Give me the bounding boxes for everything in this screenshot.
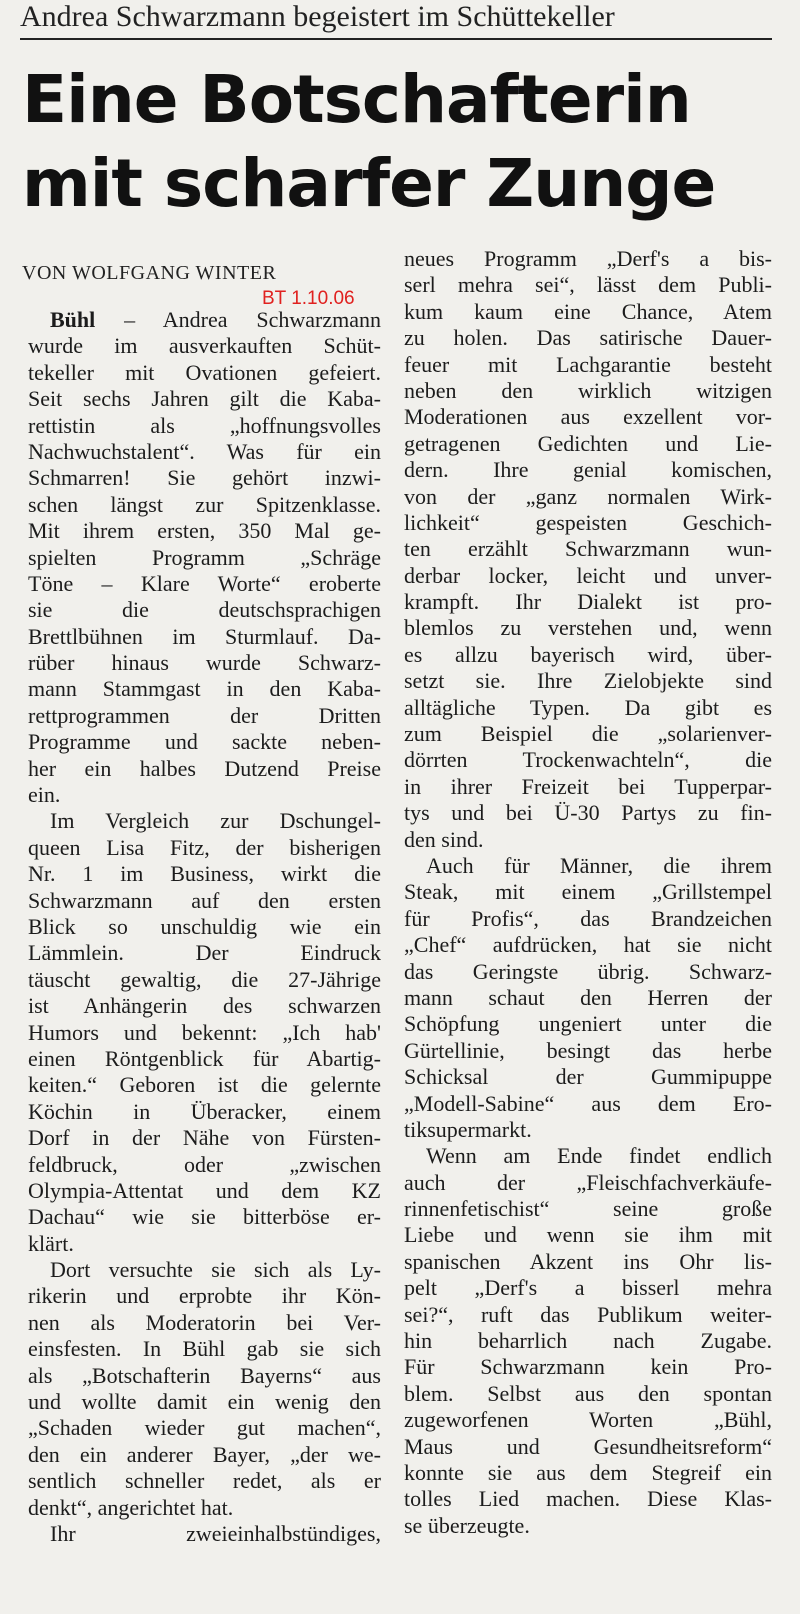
article-line: ein.: [28, 782, 61, 808]
article-line: und wollte damit ein wenig den: [28, 1389, 381, 1415]
article-line: blemlos zu verstehen und, wenn: [404, 615, 772, 641]
article-line: sentlich schneller redet, als er: [28, 1468, 381, 1494]
article-line: Dort versuchte sie sich als Ly-: [50, 1257, 381, 1283]
article-line: hin beharrlich nach Zugabe.: [404, 1328, 772, 1354]
date-stamp: BT 1.10.06: [262, 288, 355, 309]
article-line: lichkeit“ gespeisten Geschich-: [404, 509, 772, 535]
article-line: keiten.“ Geboren ist die gelernte: [28, 1072, 381, 1098]
article-line: alltägliche Typen. Da gibt es: [404, 694, 772, 720]
article-line: auch der „Fleischfachverkäufe-: [404, 1169, 772, 1195]
article-line: Im Vergleich zur Dschungel-: [50, 808, 381, 834]
article-line: setzt sie. Ihre Zielobjekte sind: [404, 668, 772, 694]
article-column-left: [28, 307, 381, 1547]
article-line: Steak, mit einem „Grillstempel: [404, 879, 772, 905]
article-column-right: [404, 246, 772, 1539]
article-line: tiksupermarkt.: [404, 1116, 532, 1142]
article-line: „Schaden wieder gut machen“,: [28, 1415, 381, 1441]
article-line: sei?“, ruft das Publikum weiter-: [404, 1301, 772, 1327]
article-line: pelt „Derf's a bisserl mehra: [404, 1275, 772, 1301]
article-line: Moderationen aus exzellent vor-: [404, 404, 772, 430]
article-line: serl mehra sei“, lässt dem Publi-: [404, 272, 772, 298]
article-line: zugeworfenen Worten „Bühl,: [404, 1407, 772, 1433]
article-line: einsfesten. In Bühl gab sie sich: [28, 1336, 381, 1362]
article-line: „Modell-Sabine“ aus dem Ero-: [404, 1090, 772, 1116]
article-line: Humors und bekennt: „Ich hab': [28, 1019, 381, 1045]
article-line: Schöpfung ungeniert unter die: [404, 1011, 772, 1037]
article-line: rettistin als „hoffnungsvolles: [28, 412, 381, 438]
article-line: dörrten Trockenwachteln“, die: [404, 747, 772, 773]
article-line: Seit sechs Jahren gilt die Kaba-: [28, 386, 381, 412]
article-line: Schmarren! Sie gehört inzwi-: [28, 465, 381, 491]
article-line: Dorf in der Nähe von Fürsten-: [28, 1125, 381, 1151]
article-line: Programme und sackte neben-: [28, 729, 381, 755]
article-line: kum kaum eine Chance, Atem: [404, 298, 772, 324]
article-line: sie die deutschsprachigen: [28, 597, 381, 623]
article-line: das Geringste übrig. Schwarz-: [404, 958, 772, 984]
dateline-text: – Andrea Schwarzmann: [95, 307, 381, 332]
article-line: klärt.: [28, 1230, 74, 1256]
article-line: nen als Moderatorin bei Ver-: [28, 1309, 381, 1335]
article-line: Nr. 1 im Business, wirkt die: [28, 861, 381, 887]
headline: [22, 58, 715, 226]
article-line: wurde im ausverkauften Schüt-: [28, 333, 381, 359]
article-line: neben den wirklich witzigen: [404, 377, 772, 403]
article-line: rettprogrammen der Dritten: [28, 702, 381, 728]
article-line: zum Beispiel die „solarienver-: [404, 721, 772, 747]
article-line: einen Röntgenblick für Abartig-: [28, 1045, 381, 1071]
article-line: her ein halbes Dutzend Preise: [28, 755, 381, 781]
article-line: in ihrer Freizeit bei Tupperpar-: [404, 773, 772, 799]
dateline-place: Bühl: [50, 307, 96, 332]
article-line: schen längst zur Spitzenklasse.: [28, 491, 381, 517]
article-line: „Chef“ aufdrücken, hat sie nicht: [404, 932, 772, 958]
article-line: tekeller mit Ovationen gefeiert.: [28, 359, 381, 385]
article-line: Olympia-Attentat und dem KZ: [28, 1177, 381, 1203]
article-line: se überzeugte.: [404, 1512, 530, 1538]
article-line: feldbruck, oder „zwischen: [28, 1151, 381, 1177]
article-line: getragenen Gedichten und Lie-: [404, 430, 772, 456]
article-line: Köchin in Überacker, einem: [28, 1098, 381, 1124]
article-line: rüber hinaus wurde Schwarz-: [28, 650, 381, 676]
article-line: Maus und Gesundheitsreform“: [404, 1433, 772, 1459]
article-line: täuscht gewaltig, die 27-Jährige: [28, 966, 381, 992]
article-line: Mit ihrem ersten, 350 Mal ge-: [28, 518, 381, 544]
article-line: Schwarzmann auf den ersten: [28, 887, 381, 913]
article-line: Nachwuchstalent“. Was für ein: [28, 438, 381, 464]
article-line: krampft. Ihr Dialekt ist pro-: [404, 589, 772, 615]
article-line: den sind.: [404, 826, 484, 852]
article-line: als „Botschafterin Bayerns“ aus: [28, 1362, 381, 1388]
article-line: rikerin und erprobte ihr Kön-: [28, 1283, 381, 1309]
article-line: rinnenfetischist“ seine große: [404, 1196, 772, 1222]
article-line: für Profis“, das Brandzeichen: [404, 905, 772, 931]
article-line: ten erzählt Schwarzmann wun-: [404, 536, 772, 562]
article-line: mann Stammgast in den Kaba-: [28, 676, 381, 702]
article-line: Gürtellinie, besingt das herbe: [404, 1037, 772, 1063]
article-line: ist Anhängerin des schwarzen: [28, 993, 381, 1019]
article-line: Brettlbühnen im Sturmlauf. Da-: [28, 623, 381, 649]
article-line: feuer mit Lachgarantie besteht: [404, 351, 772, 377]
article-line: tolles Lied machen. Diese Klas-: [404, 1486, 772, 1512]
article-line: mann schaut den Herren der: [404, 984, 772, 1010]
byline: VON WOLFGANG WINTER: [22, 262, 277, 284]
article-line: derbar locker, leicht und unver-: [404, 562, 772, 588]
headline-line: mit scharfer Zunge: [22, 145, 716, 222]
article-line: neues Programm „Derf's a bis-: [404, 246, 772, 271]
article-line: dern. Ihre genial komischen,: [404, 457, 772, 483]
kicker-line: Andrea Schwarzmann begeistert im Schüttekeller: [20, 0, 615, 33]
article-line: Ihr zweieinhalbstündiges,: [50, 1520, 381, 1546]
article-line: den ein anderer Bayer, „der we-: [28, 1441, 381, 1467]
article-line: Auch für Männer, die ihrem: [426, 852, 772, 878]
headline-line: Eine Botschafterin: [22, 61, 691, 138]
article-line: spielten Programm „Schräge: [28, 544, 381, 570]
article-line: denkt“, angerichtet hat.: [28, 1494, 234, 1520]
article-line: Für Schwarzmann kein Pro-: [404, 1354, 772, 1380]
article-line: Lämmlein. Der Eindruck: [28, 940, 381, 966]
article-line: es allzu bayerisch wird, über-: [404, 641, 772, 667]
article-line: konnte sie aus dem Stegreif ein: [404, 1459, 772, 1485]
article-line: queen Lisa Fitz, der bisherigen: [28, 834, 381, 860]
article-line: zu holen. Das satirische Dauer-: [404, 325, 772, 351]
article-line: blem. Selbst aus den spontan: [404, 1380, 772, 1406]
article-line: Liebe und wenn sie ihm mit: [404, 1222, 772, 1248]
article-line: [28, 307, 381, 333]
article-line: Dachau“ wie sie bitterböse er-: [28, 1204, 381, 1230]
article-line: Töne – Klare Worte“ eroberte: [28, 570, 381, 596]
article-line: Blick so unschuldig wie ein: [28, 913, 381, 939]
kicker-rule: [20, 38, 772, 40]
article-line: spanischen Akzent ins Ohr lis-: [404, 1248, 772, 1274]
article-line: von der „ganz normalen Wirk-: [404, 483, 772, 509]
article-line: Wenn am Ende findet endlich: [426, 1143, 772, 1169]
article-line: tys und bei Ü-30 Partys zu fin-: [404, 800, 772, 826]
article-line: Schicksal der Gummipuppe: [404, 1064, 772, 1090]
